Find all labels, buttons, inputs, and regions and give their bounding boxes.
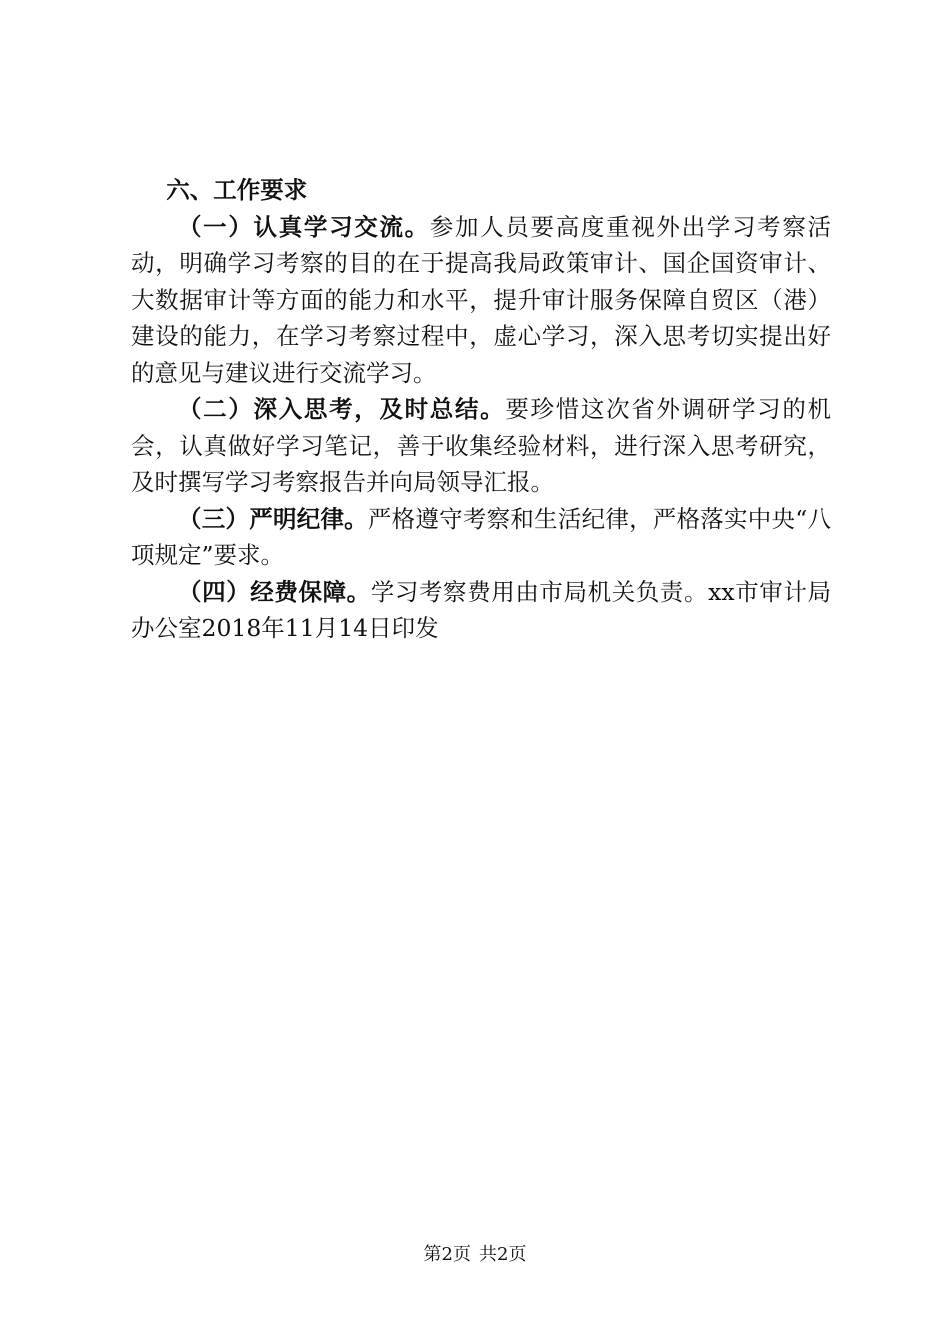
requirement-paragraph-3 xyxy=(131,501,831,574)
requirement-body-1: 参加人员要高度重视外出学习考察活动，明确学习考察的目的在于提高我局政策审计、国企国资审计、大数据审计等方面的能力和水平，提升审计服务保障自贸区（港）建设的能力，在学习考察过程中，虚心学习，深入思考切实提出好的意见与建议进行交流学习。 xyxy=(131,212,832,387)
section-heading: 六、工作要求 xyxy=(166,176,308,204)
document-body xyxy=(131,172,831,647)
requirement-paragraph-1 xyxy=(131,209,831,392)
requirement-paragraph-2 xyxy=(131,391,831,501)
requirement-title-3: （三）严明纪律。 xyxy=(178,504,368,533)
page-number-current: 第2页 xyxy=(423,1244,471,1265)
requirement-paragraph-4 xyxy=(131,574,831,647)
requirement-body-3: 严格遵守考察和生活纪律，严格落实中央“八项规定”要求。 xyxy=(131,504,831,569)
requirement-title-4: （四）经费保障。 xyxy=(178,577,371,606)
requirement-title-1: （一）认真学习交流。 xyxy=(178,212,430,241)
page-number-total: 共2页 xyxy=(479,1244,527,1265)
requirement-body-4: 学习考察费用由市局机关负责。xx市审计局办公室2018年11月14日印发 xyxy=(131,577,831,642)
page-footer xyxy=(0,1243,950,1267)
requirement-body-2: 要珍惜这次省外调研学习的机会，认真做好学习笔记，善于收集经验材料，进行深入思考研究，及时撰写学习考察报告并向局领导汇报。 xyxy=(131,395,832,496)
requirement-title-2: （二）深入思考，及时总结。 xyxy=(178,395,506,423)
